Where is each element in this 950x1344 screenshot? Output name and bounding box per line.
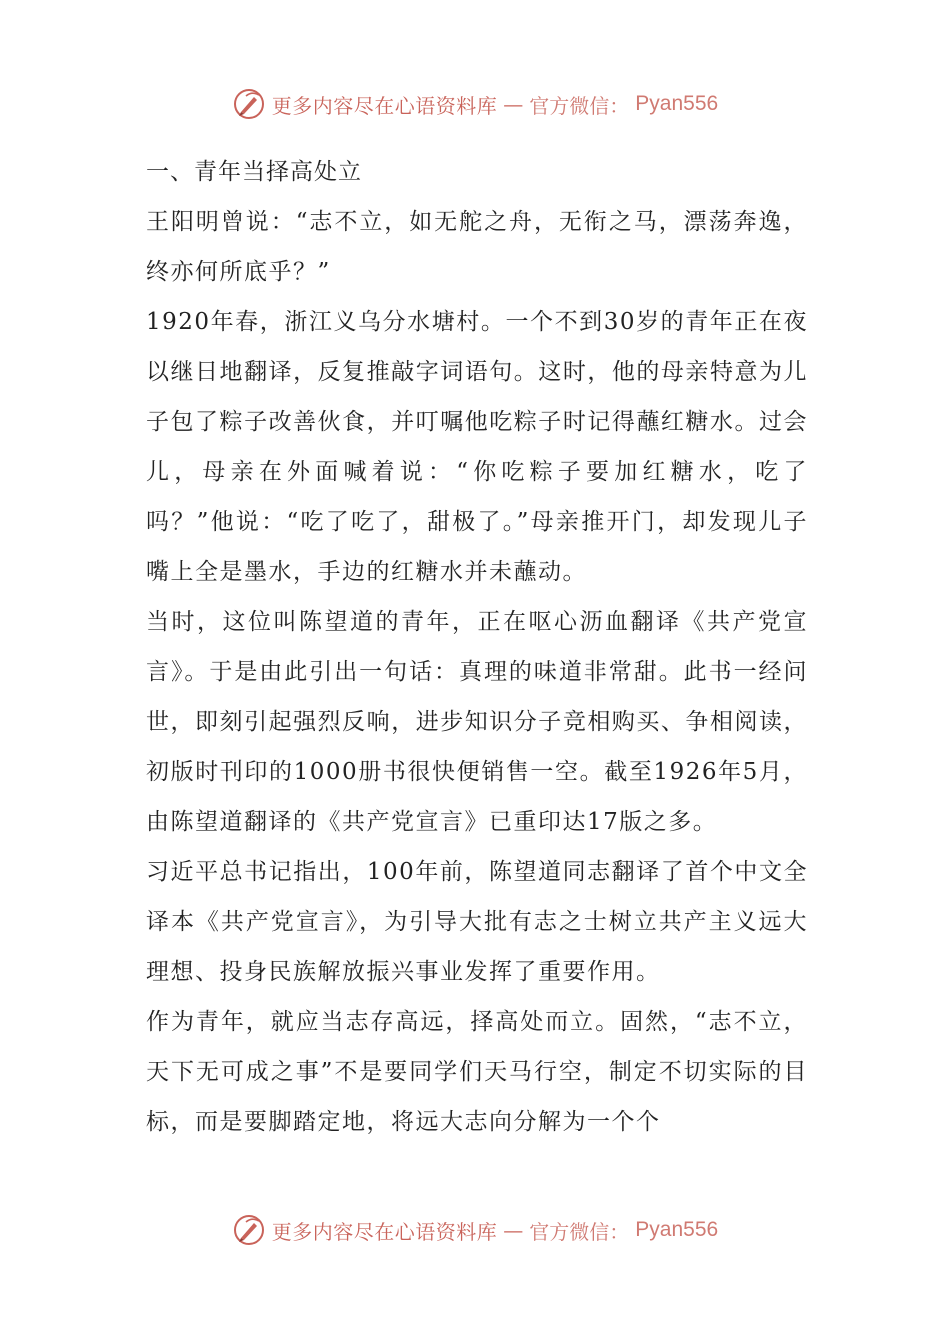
banner-dash: — (503, 92, 524, 116)
footer-banner (0, 1210, 950, 1250)
banner-wechat-id: Pyan556 (635, 92, 719, 115)
banner-wechat-id: Pyan556 (635, 1218, 719, 1241)
header-banner (0, 84, 950, 124)
banner-text: 更多内容尽在心语资料库 (271, 93, 498, 118)
paragraph-story: 1920年春，浙江义乌分水塘村。一个不到30岁的青年正在夜以继日地翻译，反复推敲字词语句。这时，他的母亲特意为儿子包了粽子改善伙食，并叮嘱他吃粽子时记得蘸红糖水。过会儿，母亲在外面喊着说：“你吃粽子要加红糖水，吃了吗？”他说：“吃了吃了，甜极了。”母亲推开门，却发现儿子嘴上全是墨水，手边的红糖水并未蘸动。 (146, 309, 808, 585)
paragraph-quote: 王阳明曾说：“志不立，如无舵之舟，无衔之马，漂荡奔逸，终亦何所底乎？” (146, 209, 808, 285)
paragraph-translation: 当时，这位叫陈望道的青年，正在呕心沥血翻译《共产党宣言》。于是由此引出一句话：真理的味道非常甜。此书一经问世，即刻引起强烈反响，进步知识分子竞相购买、争相阅读，初版时刊印的1000册书很快便销售一空。截至1926年5月，由陈望道翻译的《共产党宣言》已重印达17版之多。 (146, 609, 808, 835)
paragraph-xi-remarks: 习近平总书记指出，100年前，陈望道同志翻译了首个中文全译本《共产党宣言》，为引导大批有志之士树立共产主义远大理想、投身民族解放振兴事业发挥了重要作用。 (146, 859, 808, 985)
banner-label: 官方微信： (529, 1219, 630, 1244)
document-body (146, 147, 808, 1147)
pen-logo-icon (232, 87, 266, 121)
pen-logo-icon (232, 1213, 266, 1247)
paragraph-youth: 作为青年，就应当志存高远，择高处而立。固然，“志不立，天下无可成之事”不是要同学们天马行空，制定不切实际的目标，而是要脚踏定地，将远大志向分解为一个个 (146, 1009, 808, 1135)
banner-text: 更多内容尽在心语资料库 (271, 1219, 498, 1244)
section-heading: 一、青年当择高处立 (146, 159, 362, 185)
banner-dash: — (503, 1218, 524, 1242)
banner-label: 官方微信： (529, 93, 630, 118)
